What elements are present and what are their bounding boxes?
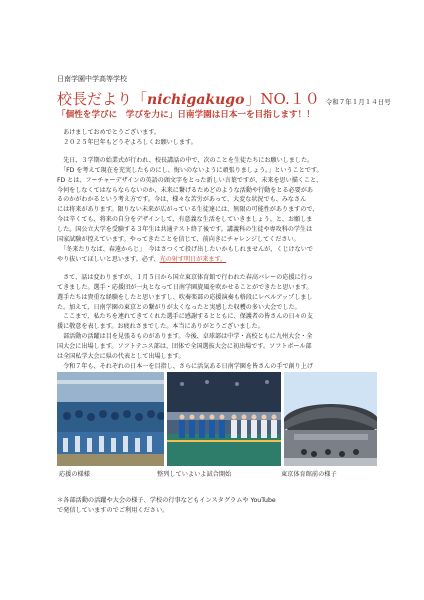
paragraph-line: 国大会に出場します。ソフトテニス部は、団体で全国選抜大会に初出場です。ソフトボール部 [57, 343, 312, 351]
paragraph-line: 「冬来たりなば、春遠からじ」 今はさつくて投げ出したいかもしれませんが、くじけないで [57, 245, 313, 253]
cheering-photo [57, 372, 164, 466]
paragraph-line: した。国公立大学を受験する３年生は共通テスト終了後です。講義科の生徒や専攻科の学生は [57, 226, 313, 234]
newsletter-title [57, 88, 391, 109]
paragraph-line: さて、話は変わりますが、１月５日から国立東京体育館で行われた春高バレーの応援に行っ [57, 273, 313, 281]
issue-date: 令和７年１月１４日号 [325, 98, 391, 106]
paragraph-line: は全国私学大会に県の代表として出場します。 [57, 353, 185, 361]
paragraph-line: 部活動の活躍は目を見張るものがあります。今後、卓球部は中学・高校ともに九州大会・全 [57, 333, 313, 341]
paragraph-line: 今何をしなくてはならならないのか、未来に繋げるためどのような活動や行動をとる必要があ [57, 186, 313, 194]
paragraph-text: やり抜いてほしいと思います。必ず、 [57, 255, 160, 263]
paragraph-line: 先日、３学期の始業式が行われ、校長講話の中で、次のことを生徒たちにお願いしました。 [57, 156, 314, 164]
paragraph-line: た。加えて、日南学園の東京との繋がりが太くなったと実感した収穫の多い大会でした。 [57, 303, 301, 311]
gymnasium-photo [284, 372, 377, 466]
title-main: 校長だより「 [57, 90, 148, 108]
footnote [57, 496, 377, 516]
paragraph-line [57, 255, 377, 265]
footnote-line: ＊各部活動の活躍や大会の様子、学校の行事などもインスタグラムや YouTube [57, 497, 276, 504]
highlight-text: 光の射す明日が来ます。 [159, 255, 227, 263]
issue-number: 」NO.１０ [245, 90, 320, 108]
paragraph-line: 援に敬意を表します。お疲れさまでした。本当にありがとうございました。 [57, 323, 264, 331]
title-brand: nichigakugo [147, 92, 245, 108]
photo-caption: 東京体育館前の様子 [281, 471, 337, 478]
paragraph-line: 選手たちは貴重な経験をしたと思いますし、吹奏楽部の応援演奏も格段にレベルアップしまし [57, 293, 313, 301]
photo-row [57, 372, 377, 466]
photo-caption: 整列していよいよ試合開始 [157, 471, 232, 478]
paragraph-line: ここまで、私たちを連れてきてくれた選手に感謝するとともに、保護者の皆さんの日々の支 [57, 313, 313, 321]
paragraph-line: には将来があります。限りない未来が広がっている生徒達には、無限の可能性がありますので、 [57, 206, 319, 214]
volleyball-photo [167, 372, 282, 466]
article-body [57, 128, 377, 382]
paragraph-line: るのかがわかるという考え方です。今は、様々な苦労があって、大変な状況でも、みなさん [57, 196, 307, 204]
photo-caption: 応援の様様 [59, 471, 90, 478]
paragraph-line: ２０２５年巳年もどうぞよろしくお願いします。 [57, 138, 197, 146]
school-slogan: 「個性を学びに 学びを力に」日南学園は日本一を目指します！！ [57, 110, 315, 120]
paragraph-line: 令和７年も、それぞれの日本一を目指し、さらに活気ある日南学園を皆さんの手で創り上げ [57, 362, 313, 370]
paragraph-line: FD とは、フーチャーデザインの英語の頭文字をとった新しい言葉ですが、未来を思い描くこと、 [57, 176, 323, 184]
paragraph-line: 今は辛くても、将来の自分をデザインして、有意義な生活をしていきましょう。と、お願しま [57, 216, 313, 224]
footnote-line: で発信していますのでご利用ください。 [57, 506, 169, 514]
paragraph-line: 「FD を考えて現在を充実したものにし、悔いのないように頑張りましょう。」ということです。 [57, 166, 323, 174]
paragraph-line: あけましておめでとうございます。 [57, 129, 161, 136]
school-name: 日南学園中学高等学校 [57, 75, 127, 83]
paragraph-line: てきました。選手・応援団が一丸となって日南学園旋風を吹かせることができたと思います。 [57, 283, 313, 291]
paragraph-line: 国家試験が控えています。やってきたことを信じて、前向きにチャレンジしてください。 [57, 236, 300, 244]
